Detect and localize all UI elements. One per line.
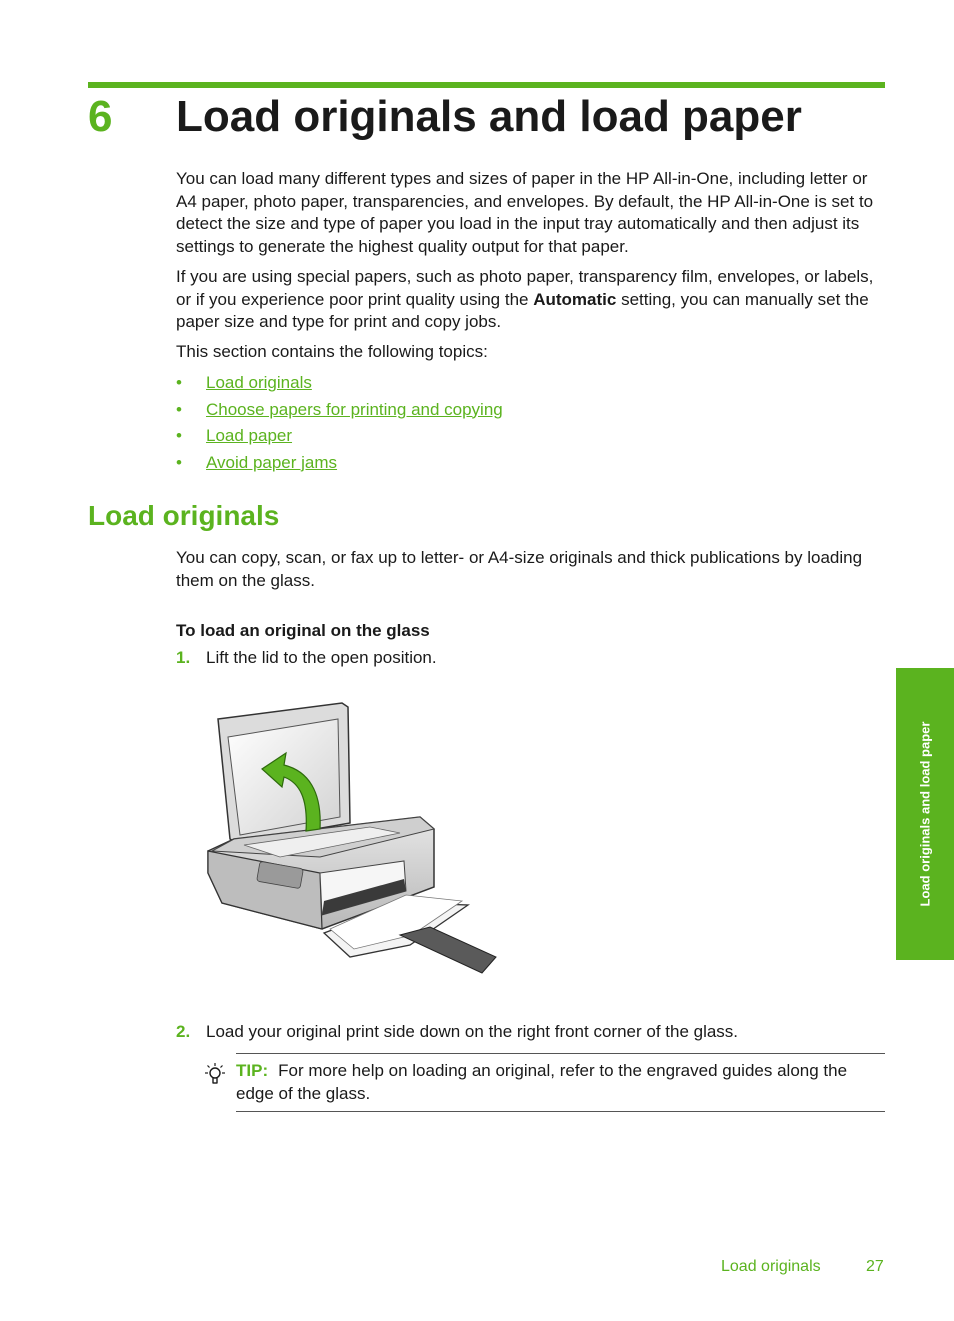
tip-body: For more help on loading an original, refer to the engraved guides along the edge of the glass. bbox=[236, 1061, 848, 1103]
intro-paragraph-1: You can load many different types and sizes of paper in the HP All-in-One, including letter or A4 paper, photo paper, transparencies, and envelopes. By default, the HP All-in-One is set to detect the size and type of paper you load in the input tray automatically and then adjust its settings to generate the highest quality output for that paper. bbox=[176, 169, 874, 257]
step-2 bbox=[176, 1021, 738, 1044]
chapter-side-tab bbox=[896, 668, 954, 960]
topic-link-avoid-paper-jams[interactable]: Avoid paper jams bbox=[206, 452, 338, 472]
footer-section-name: Load originals bbox=[721, 1258, 821, 1275]
bullet-icon: • bbox=[176, 373, 182, 392]
step-1 bbox=[176, 647, 437, 670]
list-item bbox=[176, 370, 503, 397]
bullet-icon: • bbox=[176, 452, 182, 472]
intro-paragraph-2: If you are using special papers, such as photo paper, transparency film, envelopes, or labels, or if you experience poor print quality using the Automatic setting, you can manually set the paper size and type for print and copy jobs. bbox=[176, 267, 874, 332]
topics-list bbox=[176, 370, 503, 476]
tip-divider-top bbox=[236, 1053, 885, 1054]
step-text: Lift the lid to the open position. bbox=[206, 648, 437, 667]
tip-label: TIP: bbox=[236, 1061, 269, 1080]
list-item bbox=[176, 397, 503, 424]
step-number: 2. bbox=[176, 1022, 191, 1041]
chapter-rule bbox=[88, 82, 885, 88]
printer-lid-illustration bbox=[200, 695, 510, 980]
list-item bbox=[176, 423, 503, 450]
chapter-title bbox=[88, 92, 802, 142]
bullet-icon: • bbox=[176, 399, 182, 419]
intro-paragraph-3: This section contains the following topics: bbox=[176, 342, 488, 361]
automatic-setting-name: Automatic bbox=[533, 289, 617, 309]
topic-link-choose-papers[interactable]: Choose papers for printing and copying bbox=[206, 399, 503, 419]
procedure-title: To load an original on the glass bbox=[176, 621, 430, 640]
list-item bbox=[176, 450, 503, 477]
footer-page-number: 27 bbox=[866, 1258, 884, 1275]
lightbulb-icon bbox=[204, 1062, 226, 1086]
section-paragraph: You can copy, scan, or fax up to letter- or A4-size originals and thick publications by loading them on the glass. bbox=[176, 548, 863, 590]
topic-link-load-paper[interactable]: Load paper bbox=[206, 426, 293, 446]
step-text: Load your original print side down on the right front corner of the glass. bbox=[206, 1022, 739, 1041]
bullet-icon: • bbox=[176, 426, 182, 446]
topic-link-load-originals[interactable]: Load originals bbox=[206, 373, 312, 392]
tip-divider-bottom bbox=[236, 1111, 885, 1112]
tip-text bbox=[236, 1060, 885, 1105]
chapter-number: 6 bbox=[88, 92, 113, 141]
step-number: 1. bbox=[176, 648, 191, 667]
side-tab-label: Load originals and load paper bbox=[917, 721, 933, 907]
chapter-title-text: Load originals and load paper bbox=[176, 92, 802, 141]
section-title: Load originals bbox=[88, 500, 280, 531]
